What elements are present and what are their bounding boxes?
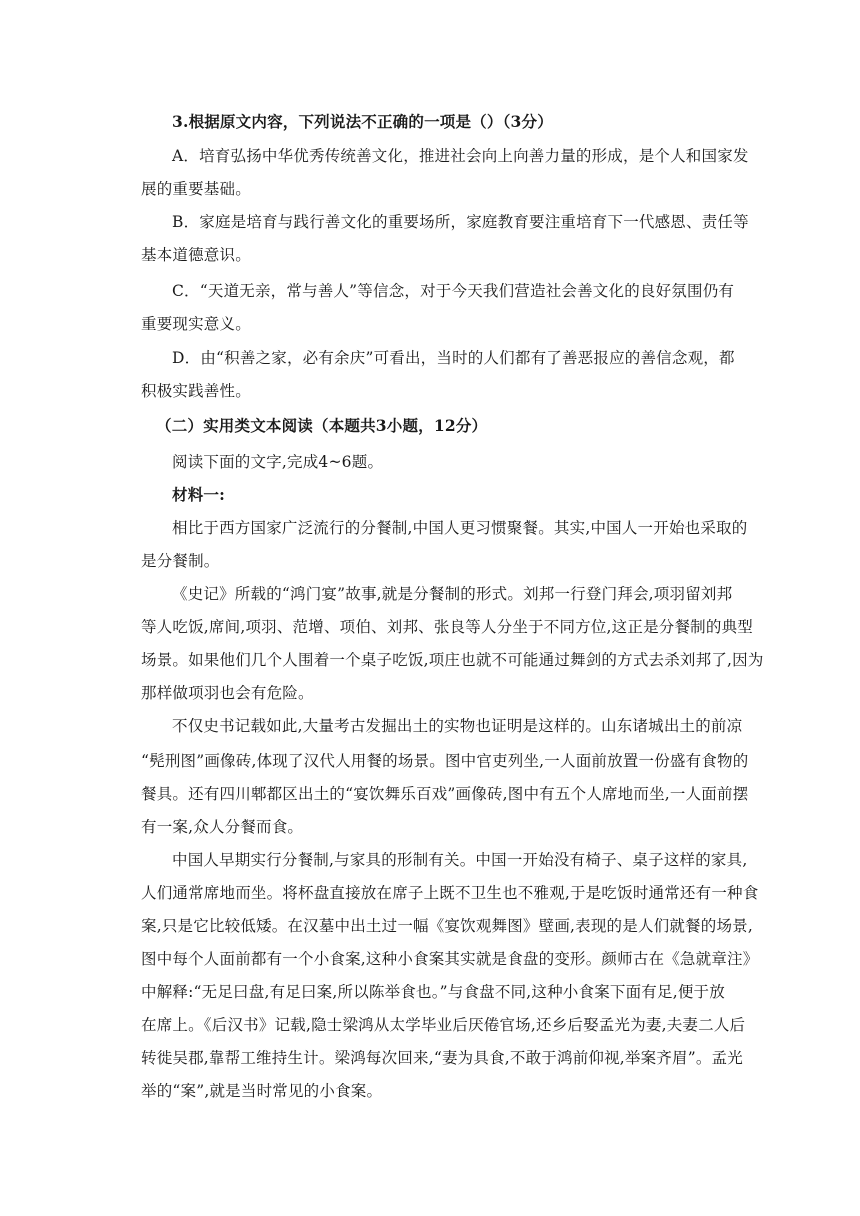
option-b-line-2: 基本道德意识。 — [141, 246, 251, 264]
paragraph-4-line-2: 人们通常席地而坐。将杯盘直接放在席子上既不卫生也不雅观,于是吃饭时通常还有一种食 — [141, 884, 759, 902]
option-d-line-1: D．由“积善之家，必有余庆”可看出，当时的人们都有了善恶报应的善信念观，都 — [172, 349, 735, 367]
paragraph-4-line-7: 转徙吴郡,靠帮工维持生计。梁鸿每次回来,“妻为具食,不敢于鸿前仰视,举案齐眉”。孟光 — [141, 1049, 743, 1067]
paragraph-3-line-4: 有一案,众人分餐而食。 — [141, 818, 304, 836]
paragraph-2-line-4: 那样做项羽也会有危险。 — [141, 684, 314, 702]
material-label: 材料一: — [172, 485, 226, 504]
paragraph-4-line-4: 图中每个人面前都有一个小食案,这种小食案其实就是食盘的变形。颜师古在《急就章注》 — [141, 950, 759, 968]
paragraph-1-line-2: 是分餐制。 — [141, 552, 220, 570]
section-heading: （二）实用类文本阅读（本题共3小题，12分） — [156, 416, 488, 435]
question-3-stem: 3.根据原文内容，下列说法不正确的一项是（）（3分） — [172, 112, 553, 131]
paragraph-4-line-5: 中解释:“无足曰盘,有足曰案,所以陈举食也。”与食盘不同,这种小食案下面有足,便于放 — [141, 983, 725, 1001]
option-b-line-1: B．家庭是培育与践行善文化的重要场所，家庭教育要注重培育下一代感恩、责任等 — [172, 213, 749, 231]
paragraph-1-line-1: 相比于西方国家广泛流行的分餐制,中国人更习惯聚餐。其实,中国人一开始也采取的 — [172, 519, 748, 537]
paragraph-4-line-1: 中国人早期实行分餐制,与家具的形制有关。中国一开始没有椅子、桌子这样的家具, — [172, 851, 748, 869]
paragraph-4-line-3: 案,只是它比较低矮。在汉墓中出土过一幅《宴饮观舞图》壁画,表现的是人们就餐的场景, — [141, 917, 753, 935]
paragraph-4-line-8: 举的“案”,就是当时常见的小食案。 — [141, 1082, 383, 1100]
option-d-line-2: 积极实践善性。 — [141, 382, 251, 400]
paragraph-3-line-1: 不仅史书记载如此,大量考古发掘出土的实物也证明是这样的。山东诸城出土的前凉 — [172, 717, 743, 735]
paragraph-2-line-3: 场景。如果他们几个人围着一个桌子吃饭,项庄也就不可能通过舞剑的方式去杀刘邦了,因为 — [141, 651, 764, 669]
option-a-line-2: 展的重要基础。 — [141, 180, 251, 198]
paragraph-3-line-2: “髡刑图”画像砖,体现了汉代人用餐的场景。图中官吏列坐,一人面前放置一份盛有食物的 — [141, 752, 749, 770]
option-c-line-1: C．“天道无亲，常与善人”等信念，对于今天我们营造社会善文化的良好氛围仍有 — [172, 282, 735, 300]
paragraph-2-line-2: 等人吃饭,席间,项羽、范增、项伯、刘邦、张良等人分坐于不同方位,这正是分餐制的典型 — [141, 618, 753, 636]
paragraph-3-line-3: 餐具。还有四川郫都区出土的“宴饮舞乐百戏”画像砖,图中有五个人席地而坐,一人面前摆 — [141, 785, 749, 803]
paragraph-2-line-1: 《史记》所载的“鸿门宴”故事,就是分餐制的形式。刘邦一行登门拜会,项羽留刘邦 — [172, 585, 733, 603]
option-c-line-2: 重要现实意义。 — [141, 315, 251, 333]
reading-instruction: 阅读下面的文字,完成4~6题。 — [172, 453, 384, 471]
paragraph-4-line-6: 在席上。《后汉书》记载,隐士梁鸿从太学毕业后厌倦官场,还乡后娶孟光为妻,夫妻二人后 — [141, 1016, 746, 1034]
option-a-line-1: A．培育弘扬中华优秀传统善文化，推进社会向上向善力量的形成，是个人和国家发 — [172, 147, 749, 165]
